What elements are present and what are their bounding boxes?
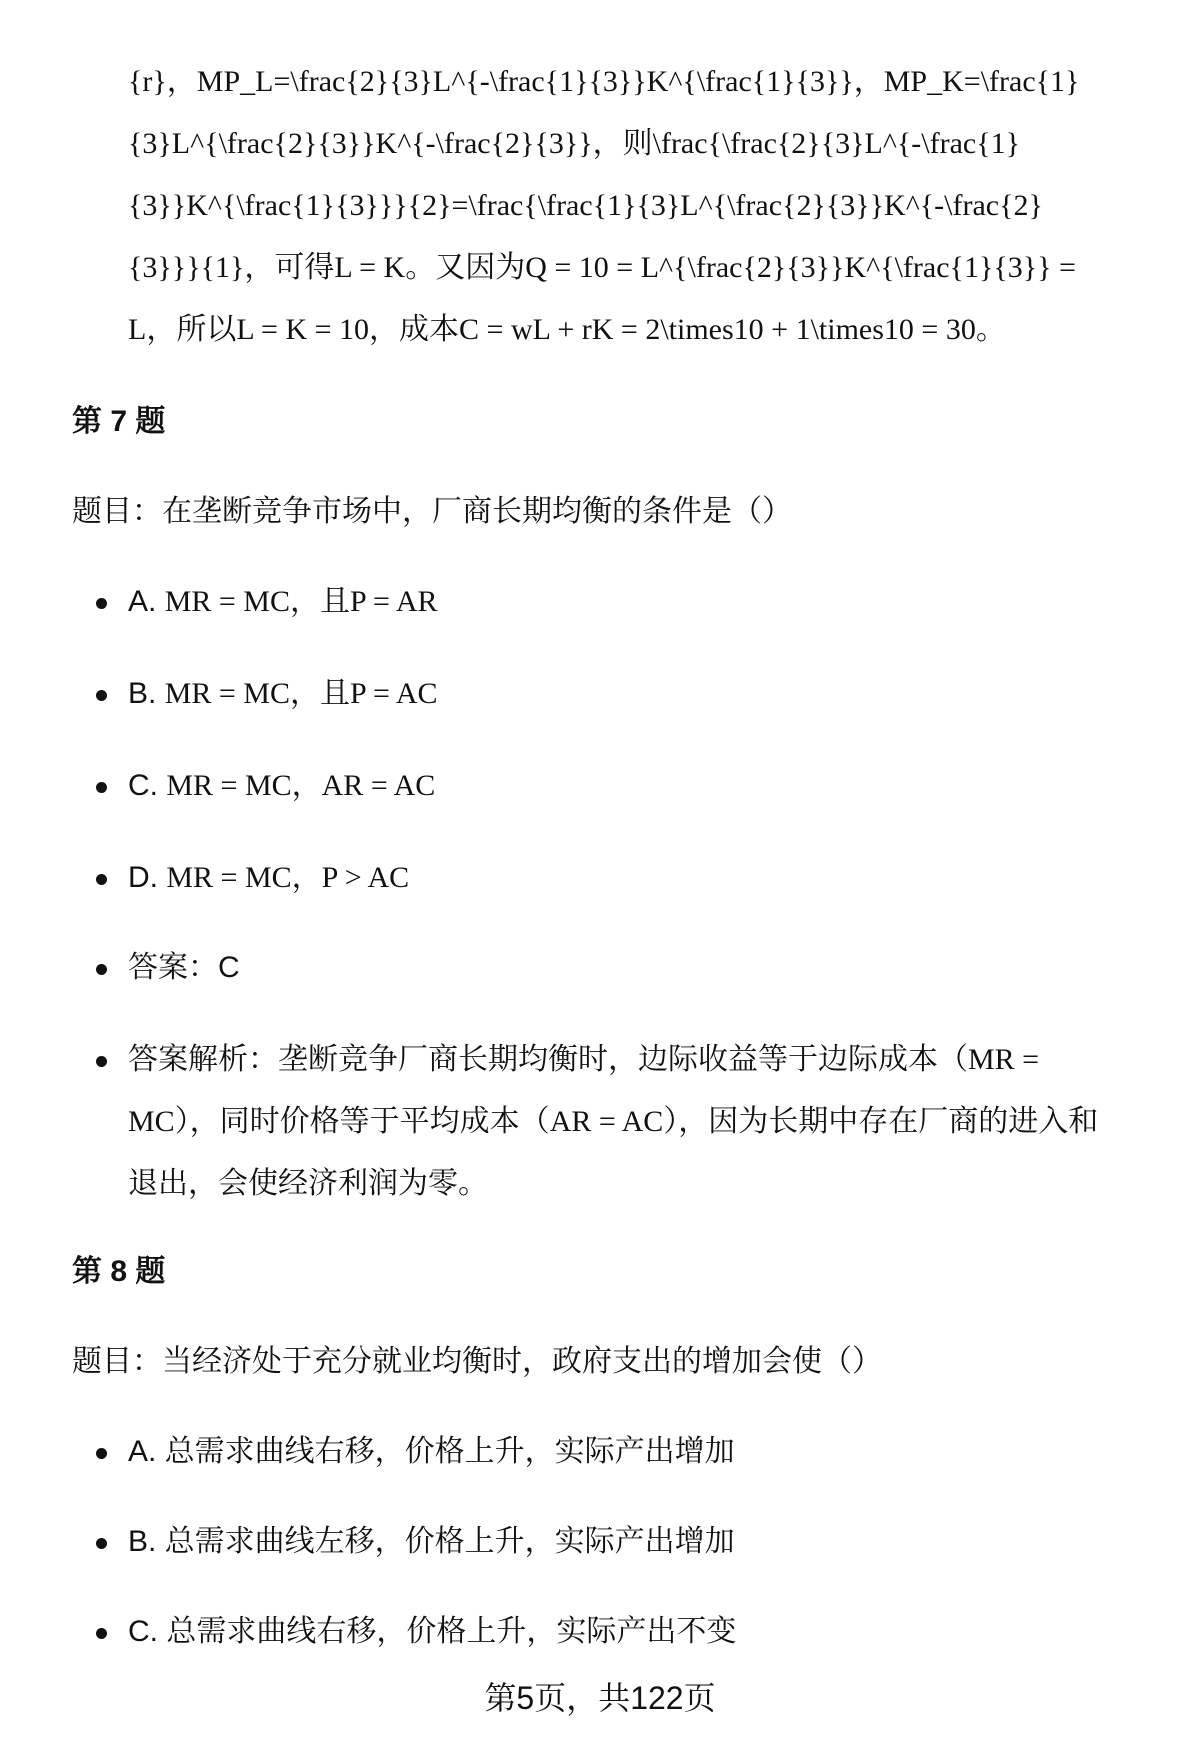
page-number: 第5页，共122页 (484, 1680, 716, 1716)
math-fragment: {3}}}{1}，可得 (128, 251, 335, 284)
text-fragment: ，所以 (146, 313, 237, 346)
bullet-dot (96, 782, 107, 793)
option-math: MR = MC (164, 585, 290, 618)
q7-answer (128, 948, 240, 988)
bullet-dot (96, 874, 107, 885)
option-sep: ，且 (289, 585, 350, 618)
q7-option-b (128, 674, 438, 714)
option-text: C. 总需求曲线右移，价格上升，实际产出不变 (128, 1615, 737, 1648)
option-math: MR = MC (164, 677, 290, 710)
math-fragment: Q = 10 = L^{\frac{2}{3}}K^{\frac{1}{3}} = (525, 251, 1076, 284)
q7-analysis (128, 1040, 1039, 1080)
continuation-line-5 (128, 310, 1006, 350)
option-math: AR = AC (321, 769, 436, 802)
math-fragment: C = wL + rK = 2\times10 + 1\times10 = 30 (459, 313, 976, 346)
option-letter: D. (128, 861, 167, 894)
continuation-line-1: {r}，MP_L=\frac{2}{3}L^{-\frac{1}{3}}K^{\frac{1}{3}}，MP_K=\frac{1} (128, 65, 1080, 98)
math-fragment: L = K (334, 251, 406, 284)
q7-heading: 第 7 题 (72, 405, 166, 438)
option-letter: B. (128, 677, 165, 710)
option-sep: ，且 (289, 677, 350, 710)
q7-option-a (128, 582, 438, 622)
analysis-text: 答案解析：垄断竞争厂商长期均衡时，边际收益等于边际成本（ (128, 1043, 968, 1076)
continuation-line-4 (128, 248, 1076, 288)
q7-question: 题目：在垄断竞争市场中，厂商长期均衡的条件是（） (72, 495, 792, 528)
math-fragment: L (128, 313, 147, 346)
analysis-math: MC (128, 1105, 175, 1138)
option-text: A. 总需求曲线右移，价格上升，实际产出增加 (128, 1435, 735, 1468)
option-math: P > AC (321, 861, 410, 894)
analysis-text: 退出，会使经济利润为零。 (128, 1167, 488, 1200)
q7-analysis-line-2 (128, 1102, 1098, 1142)
continuation-line-3: {3}}K^{\frac{1}{3}}}{2}=\frac{\frac{1}{3}L^{\frac{2}{3}}K^{-\frac{2} (128, 189, 1043, 222)
bullet-dot (96, 1056, 107, 1067)
option-sep: ， (291, 861, 322, 894)
text-fragment: ，成本 (369, 313, 460, 346)
analysis-math: AR = AC (549, 1105, 664, 1138)
q8-question: 题目：当经济处于充分就业均衡时，政府支出的增加会使（） (72, 1345, 882, 1378)
q8-option-c (128, 1612, 736, 1652)
q8-option-a (128, 1432, 735, 1472)
option-math: P = AR (349, 585, 438, 618)
math-fragment: L = K = 10 (236, 313, 370, 346)
option-sep: ， (291, 769, 322, 802)
text-fragment: 。又因为 (405, 251, 526, 284)
q7-analysis-line-3 (128, 1164, 488, 1204)
text-fragment: 。 (975, 313, 1006, 346)
bullet-dot (96, 1628, 107, 1639)
continuation-line-2: {3}L^{\frac{2}{3}}K^{-\frac{2}{3}}，则\frac{\frac{2}{3}L^{-\frac{1} (128, 127, 1021, 160)
option-math: MR = MC (166, 769, 292, 802)
analysis-text: ），同时价格等于平均成本（ (174, 1105, 550, 1138)
q8-option-b (128, 1522, 735, 1562)
bullet-dot (96, 1448, 107, 1459)
q7-option-c (128, 766, 435, 806)
answer-text: 答案：C (128, 951, 240, 984)
bullet-dot (96, 1538, 107, 1549)
bullet-dot (96, 598, 107, 609)
bullet-dot (96, 690, 107, 701)
analysis-math: MR = (968, 1043, 1040, 1076)
option-letter: C. (128, 769, 167, 802)
option-math: P = AC (349, 677, 438, 710)
bullet-dot (96, 964, 107, 975)
option-text: B. 总需求曲线左移，价格上升，实际产出增加 (128, 1525, 735, 1558)
option-letter: A. (128, 585, 165, 618)
q8-heading: 第 8 题 (72, 1255, 166, 1288)
analysis-text: ），因为长期中存在厂商的进入和 (663, 1105, 1099, 1138)
q7-option-d (128, 858, 409, 898)
option-math: MR = MC (166, 861, 292, 894)
